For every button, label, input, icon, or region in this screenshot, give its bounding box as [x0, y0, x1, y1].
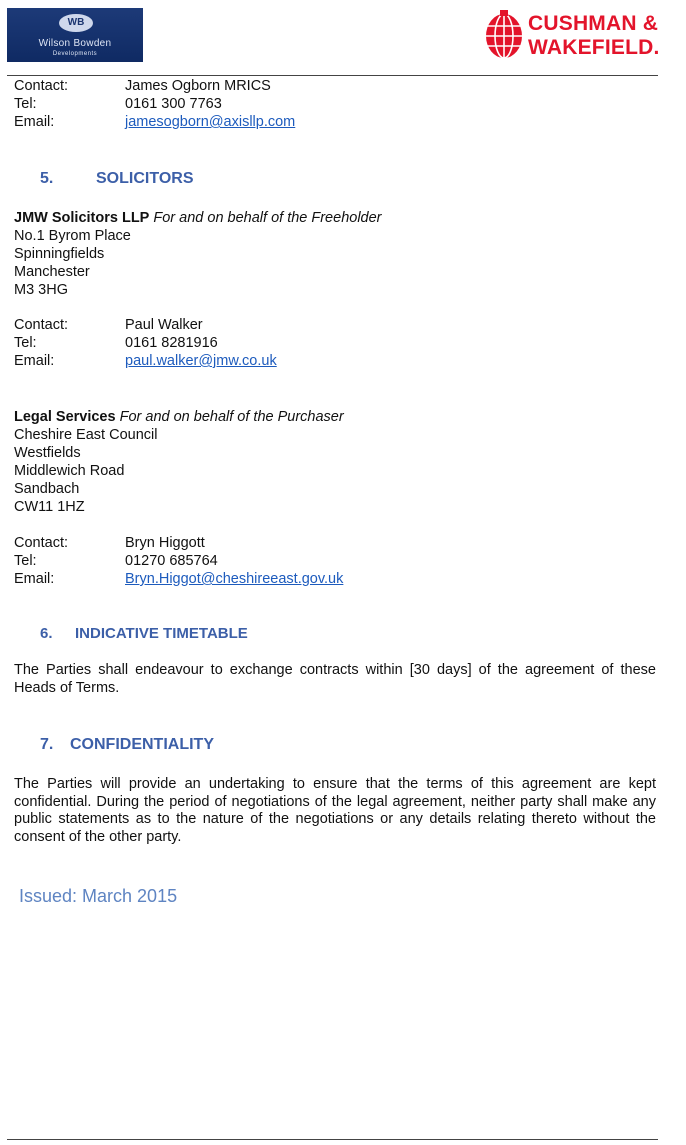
contact-name: James Ogborn MRICS: [125, 78, 271, 94]
logo-name: Wilson Bowden: [38, 38, 112, 49]
address-line: M3 3HG: [14, 282, 68, 298]
contact-name: Paul Walker: [125, 317, 203, 333]
timetable-paragraph: The Parties shall endeavour to exchange contracts within [30 days] of the agreement of these Heads of Terms.: [14, 662, 656, 696]
firm-role: For and on behalf of the Freeholder: [153, 210, 382, 226]
address-line: Spinningfields: [14, 246, 105, 262]
contact-label: Contact:: [14, 535, 68, 551]
globe-icon: [482, 10, 526, 60]
tel-value: 0161 8281916: [125, 335, 218, 351]
section-title: CONFIDENTIALITY: [70, 736, 214, 753]
email-link[interactable]: Bryn.Higgot@cheshireeast.gov.uk: [125, 571, 344, 587]
email-label: Email:: [14, 353, 55, 369]
section-number: 6.: [40, 625, 53, 642]
address-line: CW11 1HZ: [14, 499, 85, 515]
address-line: Westfields: [14, 445, 81, 461]
tel-label: Tel:: [14, 553, 37, 569]
logo-line-1: CUSHMAN &: [528, 12, 659, 35]
cushman-wakefield-logo: [480, 4, 682, 66]
firm-name: JMW Solicitors LLP: [14, 210, 150, 226]
logo-line-2: WAKEFIELD.: [528, 36, 660, 59]
section-title: INDICATIVE TIMETABLE: [75, 625, 248, 642]
address-line: No.1 Byrom Place: [14, 228, 131, 244]
wb-badge: WB: [59, 14, 93, 32]
contact-label: Contact:: [14, 78, 68, 94]
address-line: Manchester: [14, 264, 90, 280]
freeholder-firm-line: [14, 209, 382, 227]
contact-name: Bryn Higgott: [125, 535, 205, 551]
tel-value: 0161 300 7763: [125, 96, 222, 112]
address-line: Sandbach: [14, 481, 80, 497]
firm-role: For and on behalf of the Purchaser: [119, 409, 344, 425]
tel-label: Tel:: [14, 96, 37, 112]
email-label: Email:: [14, 114, 55, 130]
header-rule: [7, 75, 658, 76]
email-link[interactable]: paul.walker@jmw.co.uk: [125, 353, 277, 369]
logo-subtitle: Developments: [52, 51, 98, 57]
address-line: Middlewich Road: [14, 463, 125, 479]
section-number: 5.: [40, 170, 54, 187]
section-title: SOLICITORS: [96, 170, 194, 187]
footer-rule: [7, 1139, 658, 1140]
tel-value: 01270 685764: [125, 553, 218, 569]
tel-label: Tel:: [14, 335, 37, 351]
confidentiality-paragraph: The Parties will provide an undertaking to ensure that the terms of this agreement are kept confidential. During the period of negotiations of the legal agreement, neither party shall make any public statements as to the nature of the negotiations or any details relating thereto without the consent of the other party.: [14, 776, 656, 845]
address-line: Cheshire East Council: [14, 427, 158, 443]
purchaser-firm-line: [14, 408, 344, 426]
wilson-bowden-logo: [7, 8, 143, 62]
email-label: Email:: [14, 571, 55, 587]
firm-name: Legal Services: [14, 409, 116, 425]
email-link[interactable]: jamesogborn@axisllp.com: [125, 114, 296, 130]
issued-date: Issued: March 2015: [19, 886, 178, 906]
section-number: 7.: [40, 736, 54, 753]
contact-label: Contact:: [14, 317, 68, 333]
